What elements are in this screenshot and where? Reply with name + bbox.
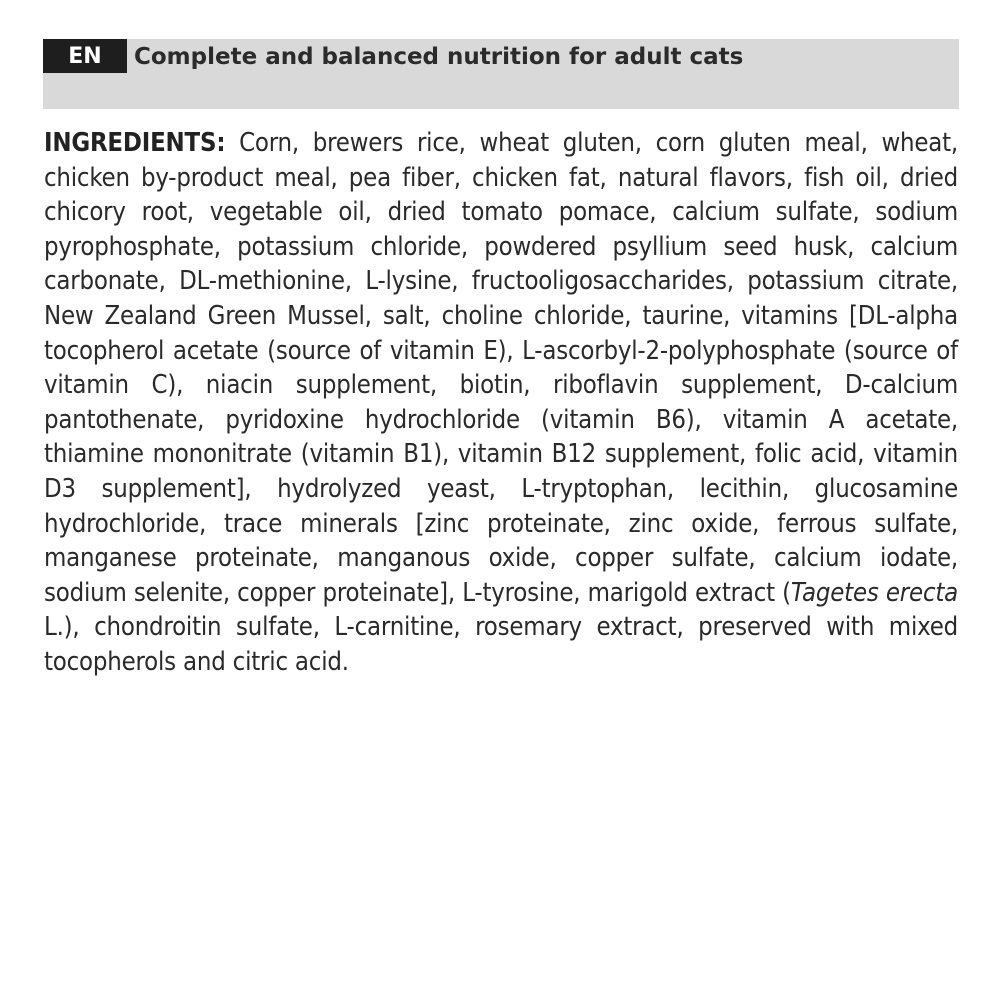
ingredients-section: [44, 126, 958, 680]
ingredients-paragraph: [44, 126, 958, 680]
header-title: Complete and balanced nutrition for adult cats: [134, 44, 744, 70]
language-badge: EN: [43, 39, 127, 73]
ingredients-text: Corn, brewers rice, wheat gluten, corn gluten meal, wheat, chicken by-product meal, pea fiber, chicken fat, natural flavors, fish oil, dried chicory root, vegetable oil, dried tomato pomace, calcium sulfate, sodium pyrophosphate, potassium chloride, powdered psyllium seed husk, calcium carbonate, DL-methionine, L-lysine, fructooligosaccharides, potassium citrate, New Zealand Green Mussel, salt, choline chloride, taurine, vitamins [DL-alpha tocopherol acetate (source of vitamin E), L-ascorbyl-2-polyphosphate (source of vitamin C), niacin supplement, biotin, riboflavin supplement, D-calcium pantothenate, pyridoxine hydrochloride (vitamin B6), vitamin A acetate, thiamine mononitrate (vitamin B1), vitamin B12 supplement, folic acid, vitamin D3 supplement], hydrolyzed yeast, L-tryptophan, lecithin, glucosamine hydrochloride, trace minerals [zinc proteinate, zinc oxide, ferrous sulfate, manganese proteinate, manganous oxide, copper sulfate, calcium iodate, sodium selenite, copper proteinate], L-tyrosine, marigold extract (: [44, 128, 959, 608]
header-bar: [43, 39, 959, 109]
ingredients-text-end: L.), chondroitin sulfate, L-carnitine, rosemary extract, preserved with mixed tocopherols and citric acid.: [44, 612, 958, 677]
ingredients-label: INGREDIENTS:: [44, 128, 226, 158]
ingredients-species-name: Tagetes erecta: [790, 577, 958, 608]
